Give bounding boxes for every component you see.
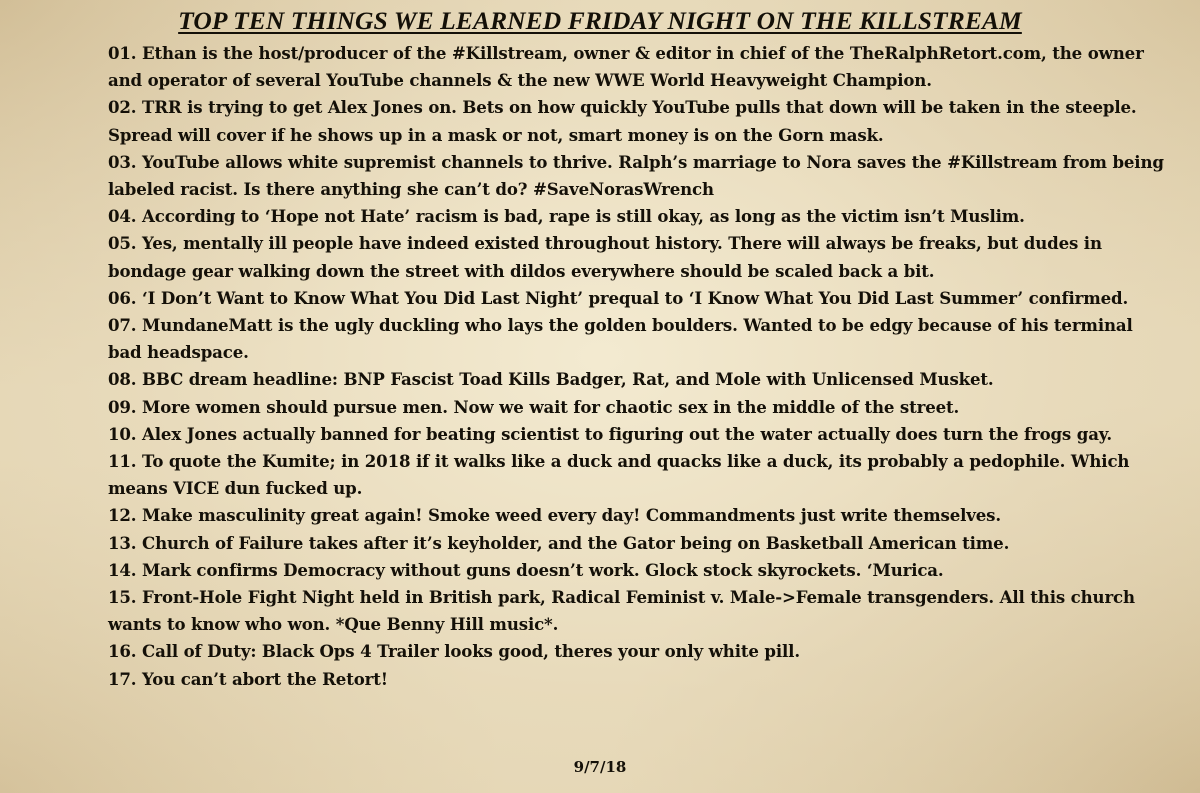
list-item: 08. BBC dream headline: BNP Fascist Toad Kills Badger, Rat, and Mole with Unlicensed Musket. bbox=[108, 369, 994, 390]
list-item: 10. Alex Jones actually banned for beating scientist to figuring out the water actually does turn the frogs gay. bbox=[108, 423, 1113, 444]
list-item: 11. To quote the Kumite; in 2018 if it walks like a duck and quacks like a duck, its probably a pedophile. Which means VICE dun fucked up. bbox=[108, 451, 1130, 499]
list-item: 06. ‘I Don’t Want to Know What You Did Last Night’ prequal to ‘I Know What You Did Last Summer’ confirmed. bbox=[108, 287, 1129, 308]
list-item: 07. MundaneMatt is the ugly duckling who lays the golden boulders. Wanted to be edgy because of his terminal bad headspace. bbox=[108, 315, 1133, 363]
list-item: 17. You can’t abort the Retort! bbox=[108, 668, 388, 689]
list-item: 09. More women should pursue men. Now we wait for chaotic sex in the middle of the street. bbox=[108, 396, 960, 417]
list-item: 16. Call of Duty: Black Ops 4 Trailer looks good, theres your only white pill. bbox=[108, 641, 800, 662]
list-item: 05. Yes, mentally ill people have indeed existed throughout history. There will always be freaks, but dudes in bondage gear walking down the street with dildos everywhere should be scaled back a bit. bbox=[108, 233, 1102, 281]
list-item: 02. TRR is trying to get Alex Jones on. Bets on how quickly YouTube pulls that down will be taken in the steeple. Spread will cover if he shows up in a mask or not, smart money is on the Gorn mask. bbox=[108, 97, 1137, 145]
list-item: 12. Make masculinity great again! Smoke weed every day! Commandments just write themselves. bbox=[108, 505, 1001, 526]
list-item: 03. YouTube allows white supremist channels to thrive. Ralph’s marriage to Nora saves the #Killstream from being labeled racist. Is there anything she can’t do? #SaveNorasWrench bbox=[108, 151, 1164, 200]
page-title: TOP TEN THINGS WE LEARNED FRIDAY NIGHT ON THE KILLSTREAM bbox=[178, 6, 1022, 35]
list-item: 13. Church of Failure takes after it’s keyholder, and the Gator being on Basketball American time. bbox=[108, 532, 1010, 553]
items-list bbox=[108, 40, 1170, 693]
list-item: 14. Mark confirms Democracy without guns doesn’t work. Glock stock skyrockets. ‘Murica. bbox=[108, 559, 944, 580]
date-stamp: 9/7/18 bbox=[573, 758, 627, 776]
list-item: 01. Ethan is the host/producer of the #Killstream, owner & editor in chief of the TheRalphRetort.com, the owner and operator of several YouTube channels & the new WWE World Heavyweight Champion. bbox=[108, 43, 1144, 91]
list-item: 15. Front-Hole Fight Night held in British park, Radical Feminist v. Male->Female transgenders. All this church wants to know who won. *Que Benny Hill music*. bbox=[108, 587, 1135, 635]
list-item: 04. According to ‘Hope not Hate’ racism is bad, rape is still okay, as long as the victim isn’t Muslim. bbox=[108, 206, 1025, 227]
